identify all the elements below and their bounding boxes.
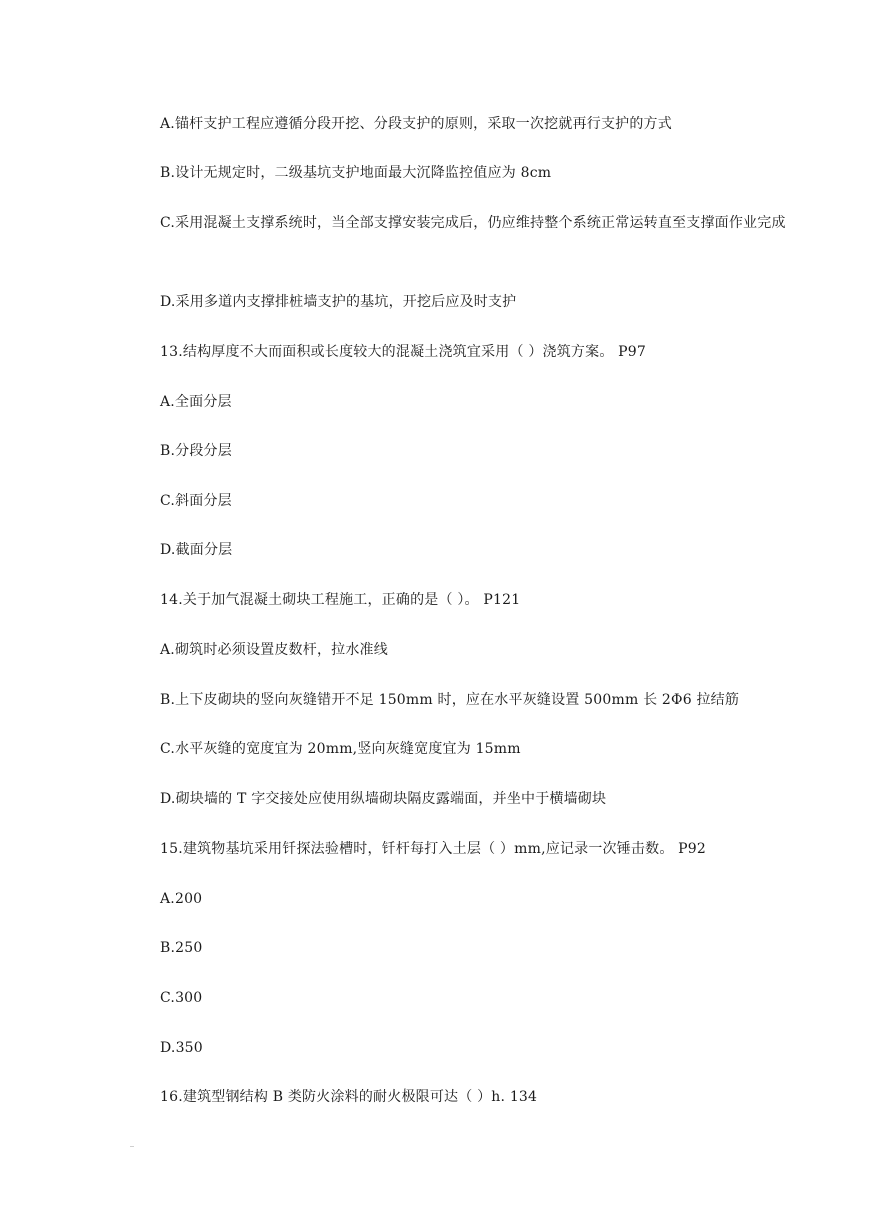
option-12b: B.设计无规定时，二级基坑支护地面最大沉降监控值应为 8cm [160,165,552,181]
option-15a: A.200 [160,891,203,907]
option-13a: A.全面分层 [160,394,232,410]
option-13b: B.分段分层 [160,443,232,459]
option-12c: C.采用混凝土支撑系统时，当全部支撑安装完成后，仍应维持整个系统正常运转直至支撑面作业完成 [160,215,786,231]
option-14b: B.上下皮砌块的竖向灰缝错开不足 150mm 时，应在水平灰缝设置 500mm 长 2Φ6 拉结筋 [160,692,740,708]
option-15c: C.300 [160,990,203,1006]
option-12d: D.采用多道内支撑排桩墙支护的基坑，开挖后应及时支护 [160,294,517,310]
option-14c: C.水平灰缝的宽度宜为 20mm,竖向灰缝宽度宜为 15mm [160,741,521,757]
option-15d: D.350 [160,1040,203,1056]
option-13c: C.斜面分层 [160,493,232,509]
option-14d: D.砌块墙的 T 字交接处应使用纵墙砌块隔皮露端面，并坐中于横墙砌块 [160,791,607,807]
option-13d: D.截面分层 [160,542,233,558]
option-15b: B.250 [160,940,203,956]
question-13: 13.结构厚度不大而面积或长度较大的混凝土浇筑宜采用（ ）浇筑方案。 P97 [160,344,646,360]
option-14a: A.砌筑时必须设置皮数杆，拉水准线 [160,642,388,658]
option-12a: A.锚杆支护工程应遵循分段开挖、分段支护的原则，采取一次挖就再行支护的方式 [160,116,672,132]
page-footer-mark [130,1146,134,1147]
question-14: 14.关于加气混凝土砌块工程施工，正确的是（ ）。 P121 [160,592,521,608]
question-15: 15.建筑物基坑采用钎探法验槽时，钎杆每打入土层（ ）mm,应记录一次锤击数。 P92 [160,841,706,857]
question-16: 16.建筑型钢结构 B 类防火涂料的耐火极限可达（ ）h. 134 [160,1089,538,1105]
